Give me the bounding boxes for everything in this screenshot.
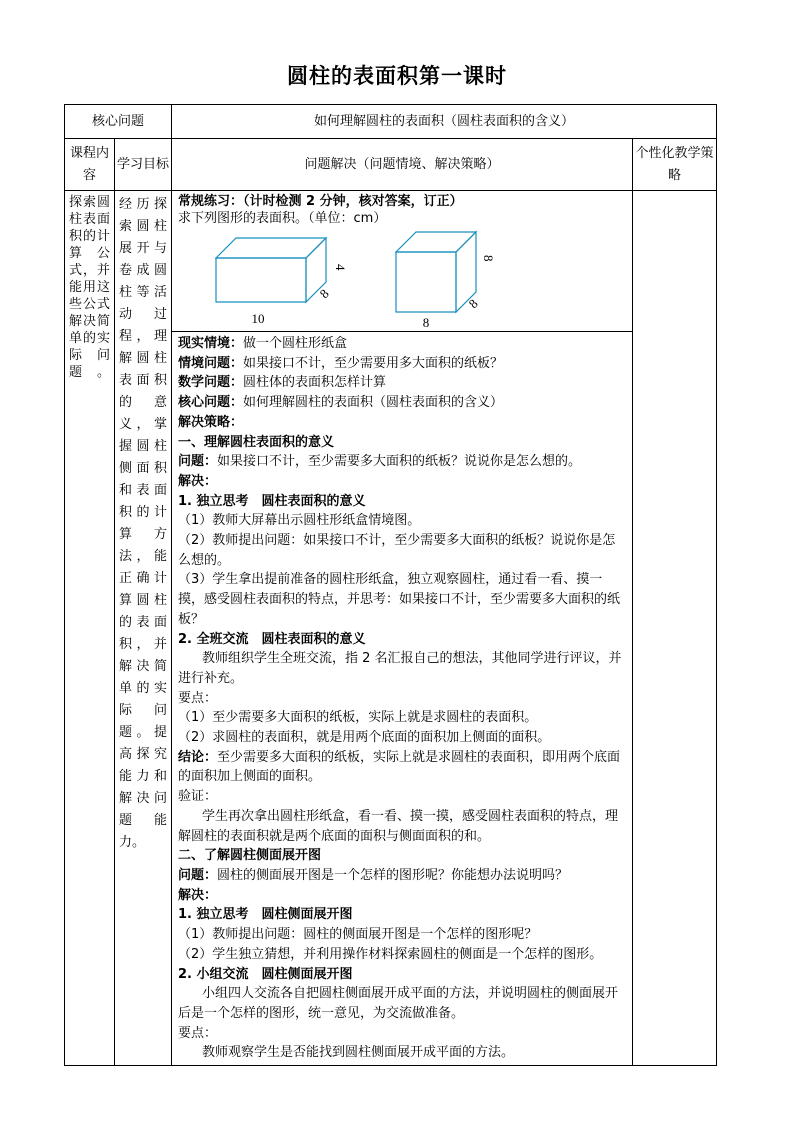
section2-step1-title: 1. 独立思考 圆柱侧面展开图 (178, 907, 353, 923)
section1-conclusion-label: 结论： (178, 749, 218, 765)
cuboid-figure (216, 238, 326, 302)
section1-solve-label: 解决： (178, 473, 218, 489)
situation-question-text: 如果接口不计，至少需要用多大面积的纸板？ (243, 355, 504, 371)
cube-bottom-label: 8 (422, 315, 430, 329)
lesson-plan-table (64, 104, 717, 1066)
section2-step2-text: 小组四人交流各自把圆柱侧面展开成平面的方法，并说明圆柱的侧面展开后是一个怎样的图形，统一意见，为交流做准备。 (178, 986, 619, 1021)
cube-top-face (396, 232, 476, 252)
section1-question-text: 如果接口不计，至少需要多大面积的纸板？说说你是怎么想的。 (217, 454, 582, 470)
section1-step2-text: 教师组织学生全班交流，指 2 名汇报自己的想法，其他同学进行评议，并进行补充。 (178, 651, 622, 686)
real-situation-text: 做一个圆柱形纸盒 (243, 336, 348, 351)
header-course-content: 课程内容 (65, 139, 115, 191)
exercise-cell (172, 191, 633, 332)
exercise-heading: 常规练习：（计时检测 2 分钟，核对答案，订正） (178, 194, 463, 209)
core-question-value: 如何理解圆柱的表面积（圆柱表面积的含义） (172, 105, 717, 139)
real-situation-label: 现实情境： (178, 336, 244, 351)
cube-figure (396, 232, 476, 312)
section2-question-text: 圆柱的侧面展开图是一个怎样的图形呢？你能想办法说明吗？ (217, 867, 569, 883)
section1-question-label: 问题： (178, 454, 218, 470)
main-content-cell (172, 332, 633, 1066)
header-learning-goal: 学习目标 (115, 139, 172, 191)
header-problem-solving: 问题解决（问题情境、解决策略） (172, 139, 633, 191)
cube-front-face (396, 252, 456, 312)
cube-depth-label: 8 (465, 295, 481, 312)
section1-verify-text: 学生再次拿出圆柱形纸盒，看一看、摸一摸，感受圆柱表面积的特点，理解圆柱的表面积就是两个底面的面积与侧面面积的和。 (178, 808, 619, 844)
core-question-label-2: 核心问题： (178, 395, 244, 411)
cuboid-front-face (216, 258, 306, 302)
section1-points-label: 要点： (178, 690, 218, 706)
section1-step1-title: 1. 独立思考 圆柱表面积的意义 (178, 493, 366, 509)
section1-point-b: （2）求圆柱的表面积，就是用两个底面的面积加上侧面的面积。 (178, 730, 551, 746)
core-question-text: 如何理解圆柱的表面积（圆柱表面积的含义） (243, 395, 504, 411)
strategy-label: 解决策略： (178, 414, 244, 430)
cube-right-label: 8 (481, 255, 497, 262)
section2-point-a: 教师观察学生是否能找到圆柱侧面展开成平面的方法。 (202, 1045, 515, 1061)
section2-step2-title: 2. 小组交流 圆柱侧面展开图 (178, 966, 353, 982)
section1-step1-c: （3）学生拿出提前准备的圆柱形纸盒，独立观察圆柱，通过看一看、摸一摸，感受圆柱表面积的特点，并思考：如果接口不计，至少需要多大面积的纸板？ (178, 572, 621, 627)
section1-step2-title: 2. 全班交流 圆柱表面积的意义 (178, 631, 366, 647)
cuboid-length-label: 10 (251, 311, 265, 326)
math-question-label: 数学问题： (178, 375, 244, 391)
cuboid-depth-label: 8 (316, 285, 332, 302)
section1-verify-label: 验证： (178, 789, 218, 805)
cuboid-height-label: 4 (333, 264, 349, 271)
section2-title: 二、了解圆柱侧面展开图 (178, 848, 322, 864)
section1-conclusion-text: 至少需要多大面积的纸板，实际上就是求圆柱的表面积，即用两个底面的面积加上侧面的面积。 (178, 749, 621, 785)
section2-step1-b: （2）学生独立猜想，并利用操作材料探索圆柱的侧面是一个怎样的图形。 (178, 946, 603, 962)
section1-title: 一、理解圆柱表面积的意义 (178, 434, 335, 450)
section2-solve-label: 解决： (178, 887, 218, 903)
situation-question-label: 情境问题： (178, 355, 244, 371)
learning-goal-text: 经历探索圆柱展开与卷成圆柱等活动过程，理解圆柱表面积的意义，掌握圆柱侧面积和表面积的计算方法，能正确计算圆柱的表面积，并解决简单的实际问题。提高探究能力和解决问题能力。 (115, 191, 172, 1066)
section1-point-a: （1）至少需要多大面积的纸板，实际上就是求圆柱的表面积。 (178, 710, 538, 726)
section1-step1-b: （2）教师提出问题：如果接口不计，至少需要多大面积的纸板？说说你是怎么想的。 (178, 533, 616, 568)
core-question-label: 核心问题 (65, 105, 172, 139)
figures-svg (178, 229, 498, 329)
course-content-text: 探索圆柱表面积的计算公式，并能用这些公式解决简单的实际问题。 (65, 191, 115, 1066)
header-personal-strategy: 个性化教学策略 (633, 139, 717, 191)
exercise-figures (178, 229, 626, 329)
exercise-prompt: 求下列图形的表面积。（单位：cm） (178, 211, 387, 226)
page-title: 圆柱的表面积第一课时 (287, 64, 507, 88)
math-question-text: 圆柱体的表面积怎样计算 (243, 375, 387, 391)
section1-step1-a: （1）教师大屏幕出示圆柱形纸盒情境图。 (178, 513, 421, 529)
personal-strategy-cell (633, 191, 717, 1066)
section2-points-label: 要点： (178, 1025, 218, 1041)
section2-question-label: 问题： (178, 867, 218, 883)
section2-step1-a: （1）教师提出问题：圆柱的侧面展开图是一个怎样的图形呢？ (178, 927, 538, 943)
